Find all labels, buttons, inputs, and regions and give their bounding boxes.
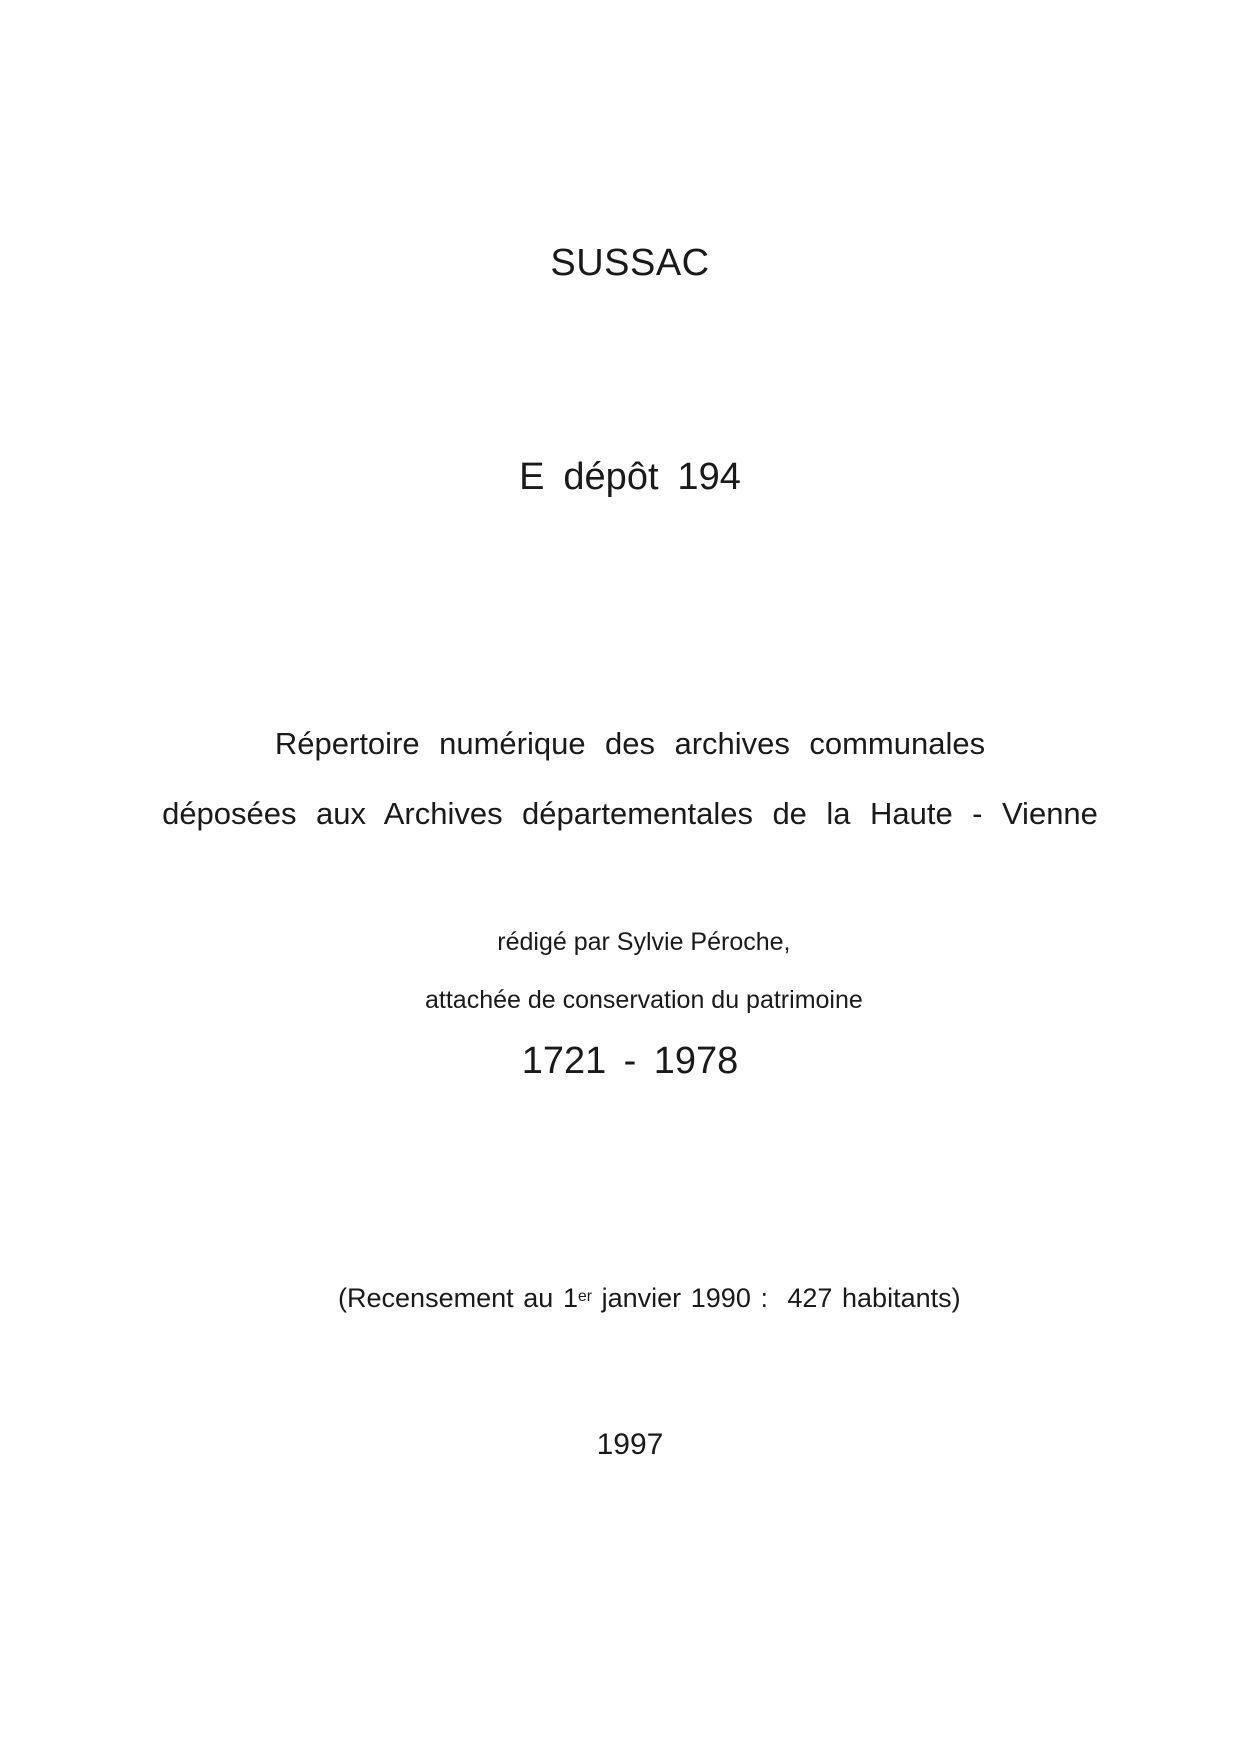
date-range: 1721 - 1978 [521,1040,739,1082]
census-note-superscript: er [577,1287,592,1305]
author-credit [21,899,1239,1044]
document-title-line1: Répertoire numérique des archives communales [274,726,986,761]
census-note-prefix: (Recensement au 1 [338,1283,578,1313]
archive-reference: E dépôt 194 [519,456,741,498]
commune-title: SUSSAC [550,242,710,284]
author-credit-line2: attachée de conservation du patrimoine [425,986,863,1014]
publication-year: 1997 [596,1428,664,1461]
document-title-line2: déposées aux Archives départementales de la Haute - Vienne [162,796,1098,831]
author-credit-line1: rédigé par Sylvie Péroche, [497,928,791,956]
census-note-suffix: janvier 1990 : 427 habitants) [591,1283,961,1313]
census-note [21,1252,1239,1345]
